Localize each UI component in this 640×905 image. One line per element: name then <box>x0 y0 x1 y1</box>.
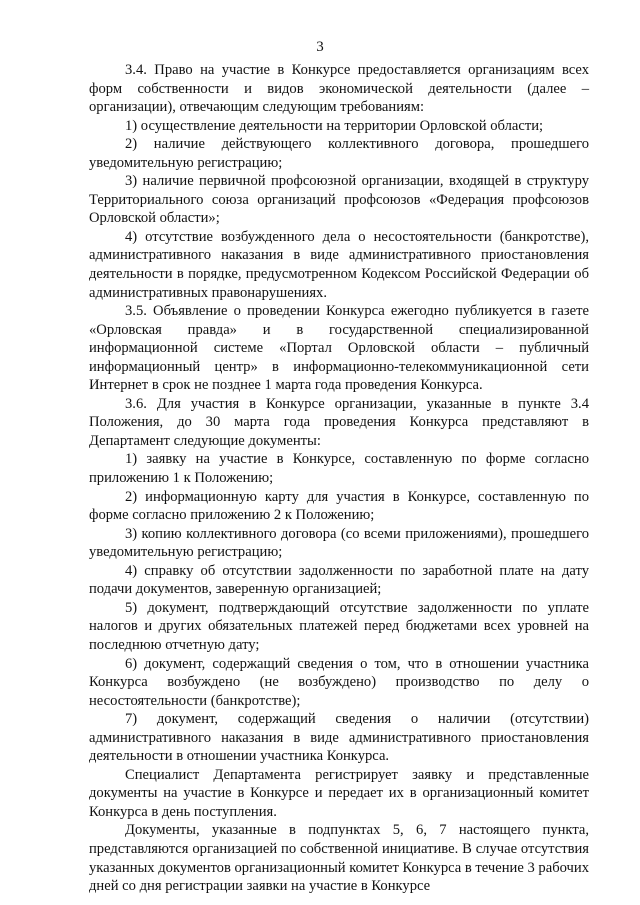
document-body <box>89 61 589 896</box>
paragraph-3-5: 3.5. Объявление о проведении Конкурса ежегодно публикуется в газете «Орловская правда» и в государственной специализированной информационной системе «Портал Орловской области – публичный информационный центр» в информационно-телекоммуникационной сети Интернет в срок не позднее 1 марта года проведения Конкурса. <box>89 303 589 394</box>
document-item-4: 4) справку об отсутствии задолженности по заработной плате на дату подачи документов, заверенную организацией; <box>89 562 589 598</box>
requirement-item-4: 4) отсутствие возбужденного дела о несостоятельности (банкротстве), административного наказания в виде административного приостановления деятельности в порядке, предусмотренном Кодексом Российской Федерации об административных правонарушениях. <box>89 228 589 301</box>
document-item-1: 1) заявку на участие в Конкурсе, составленную по форме согласно приложению 1 к Положению; <box>89 451 589 487</box>
page-number: 3 <box>316 39 324 55</box>
documents-initiative-paragraph: Документы, указанные в подпунктах 5, 6, 7 настоящего пункта, представляются организацией по собственной инициативе. В случае отсутствия указанных документов организационный комитет Конкурса в течение 3 рабочих дней со дня регистрации заявки на участие в Конкурсе <box>89 822 589 895</box>
document-item-3: 3) копию коллективного договора (со всеми приложениями), прошедшего уведомительную регистрацию; <box>89 525 589 561</box>
requirement-item-3: 3) наличие первичной профсоюзной организации, входящей в структуру Территориального союза организаций профсоюзов «Федерация профсоюзов Орловской области»; <box>89 173 589 227</box>
paragraph-3-4: 3.4. Право на участие в Конкурсе предоставляется организациям всех форм собственности и видов экономической деятельности (далее – организации), отвечающим следующим требованиям: <box>89 62 589 116</box>
document-item-2: 2) информационную карту для участия в Конкурсе, составленную по форме согласно приложению 2 к Положению; <box>89 488 589 524</box>
document-item-5: 5) документ, подтверждающий отсутствие задолженности по уплате налогов и других обязательных платежей перед бюджетами всех уровней на последнюю отчетную дату; <box>89 599 589 653</box>
requirement-item-2: 2) наличие действующего коллективного договора, прошедшего уведомительную регистрацию; <box>89 136 589 171</box>
registration-paragraph: Специалист Департамента регистрирует заявку и представленные документы на участие в Конкурсе и передает их в организационный комитет Конкурса в день поступления. <box>89 766 589 820</box>
document-item-7: 7) документ, содержащий сведения о наличии (отсутствии) административного наказания в виде административного приостановления деятельности в отношении участника Конкурса. <box>89 711 589 765</box>
paragraph-3-6: 3.6. Для участия в Конкурсе организации, указанные в пункте 3.4 Положения, до 30 марта года проведения Конкурса представляют в Департамент следующие документы: <box>89 395 589 449</box>
document-item-6: 6) документ, содержащий сведения о том, что в отношении участника Конкурса возбуждено (не возбуждено) производство по делу о несостоятельности (банкротстве); <box>89 655 589 709</box>
requirement-item-1: 1) осуществление деятельности на территории Орловской области; <box>125 117 544 134</box>
